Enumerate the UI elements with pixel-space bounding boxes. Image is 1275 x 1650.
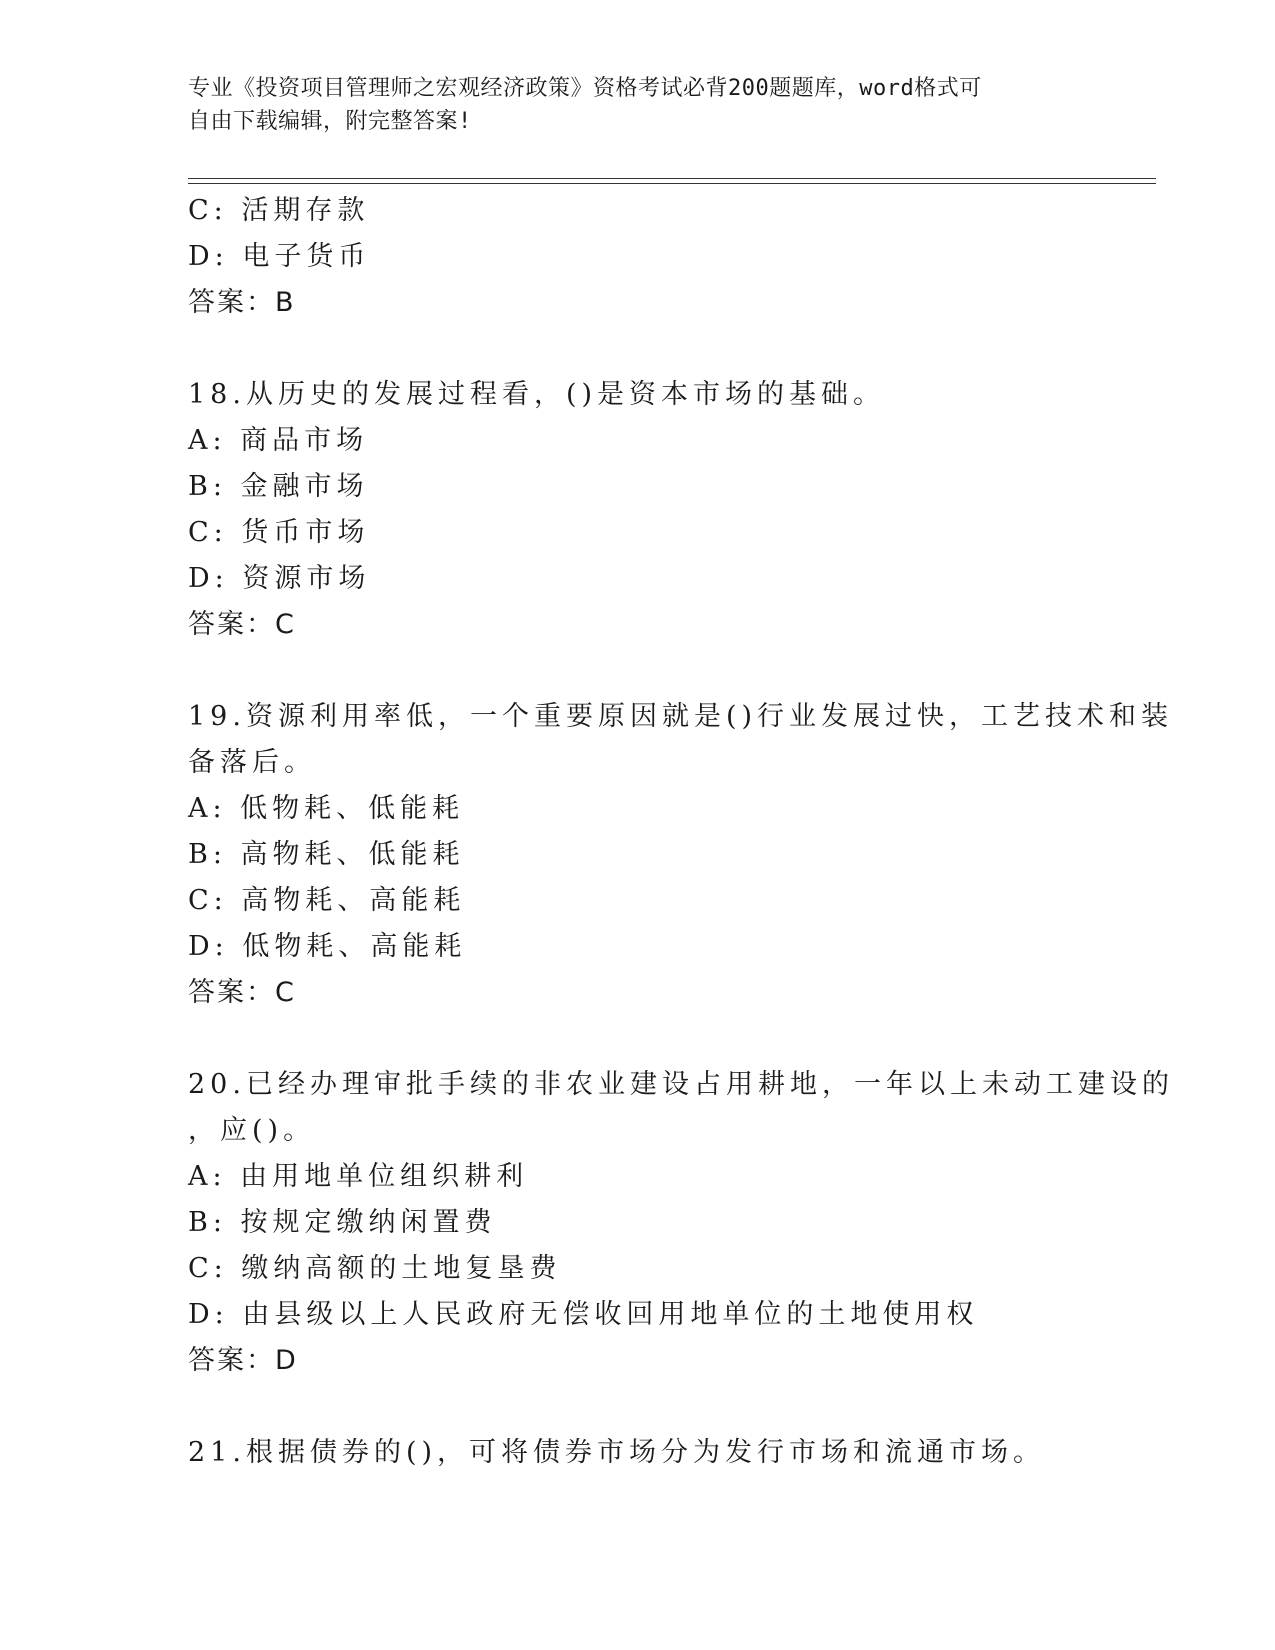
option-d: D: 低物耗、高能耗 <box>188 931 467 962</box>
option-d: D: 电子货币 <box>188 241 371 272</box>
option-d: D: 资源市场 <box>188 563 371 594</box>
answer-line: 答案：D <box>188 1345 298 1376</box>
option-c: C: 货币市场 <box>188 517 370 548</box>
option-d: D: 由县级以上人民政府无偿收回用地单位的土地使用权 <box>188 1299 979 1330</box>
question-text-line-2: ，应()。 <box>188 1115 316 1146</box>
option-b: B: 金融市场 <box>188 471 369 502</box>
question-text-line-1: 19.资源利用率低，一个重要原因就是()行业发展过快，工艺技术和装 <box>188 701 1174 732</box>
option-b: B: 高物耗、低能耗 <box>188 839 465 870</box>
option-a: A: 由用地单位组织耕利 <box>188 1161 529 1192</box>
option-a: A: 商品市场 <box>188 425 369 456</box>
question-list <box>188 188 1174 1476</box>
question-21 <box>188 1430 1088 1476</box>
answer-line: 答案：B <box>188 287 296 318</box>
option-c: C: 高物耗、高能耗 <box>188 885 466 916</box>
answer-line: 答案：C <box>188 977 296 1008</box>
header-divider-top <box>188 178 1156 179</box>
question-19 <box>188 694 1174 1016</box>
header-line-2: 自由下载编辑，附完整答案! <box>188 109 472 134</box>
question-text <box>188 694 1174 786</box>
question-text-line-2: 备落后。 <box>188 747 316 778</box>
option-a: A: 低物耗、低能耗 <box>188 793 465 824</box>
header-divider-bottom <box>188 183 1156 184</box>
question-text-line-1: 20.已经办理审批手续的非农业建设占用耕地，一年以上未动工建设的 <box>188 1069 1174 1100</box>
question-17-tail <box>188 188 1088 326</box>
question-text-line: 18.从历史的发展过程看，()是资本市场的基础。 <box>188 379 886 410</box>
question-20 <box>188 1062 1174 1384</box>
option-b: B: 按规定缴纳闲置费 <box>188 1207 497 1238</box>
question-text-line: 21.根据债券的()，可将债券市场分为发行市场和流通市场。 <box>188 1437 1046 1468</box>
question-18 <box>188 372 1088 648</box>
answer-line: 答案：C <box>188 609 296 640</box>
question-text <box>188 372 1088 418</box>
question-text <box>188 1062 1174 1154</box>
question-text <box>188 1430 1088 1476</box>
header-line-1: 专业《投资项目管理师之宏观经济政策》资格考试必背200题题库，word格式可 <box>188 76 982 101</box>
option-c: C: 活期存款 <box>188 195 370 226</box>
option-c: C: 缴纳高额的土地复垦费 <box>188 1253 562 1284</box>
document-header <box>188 72 1068 138</box>
